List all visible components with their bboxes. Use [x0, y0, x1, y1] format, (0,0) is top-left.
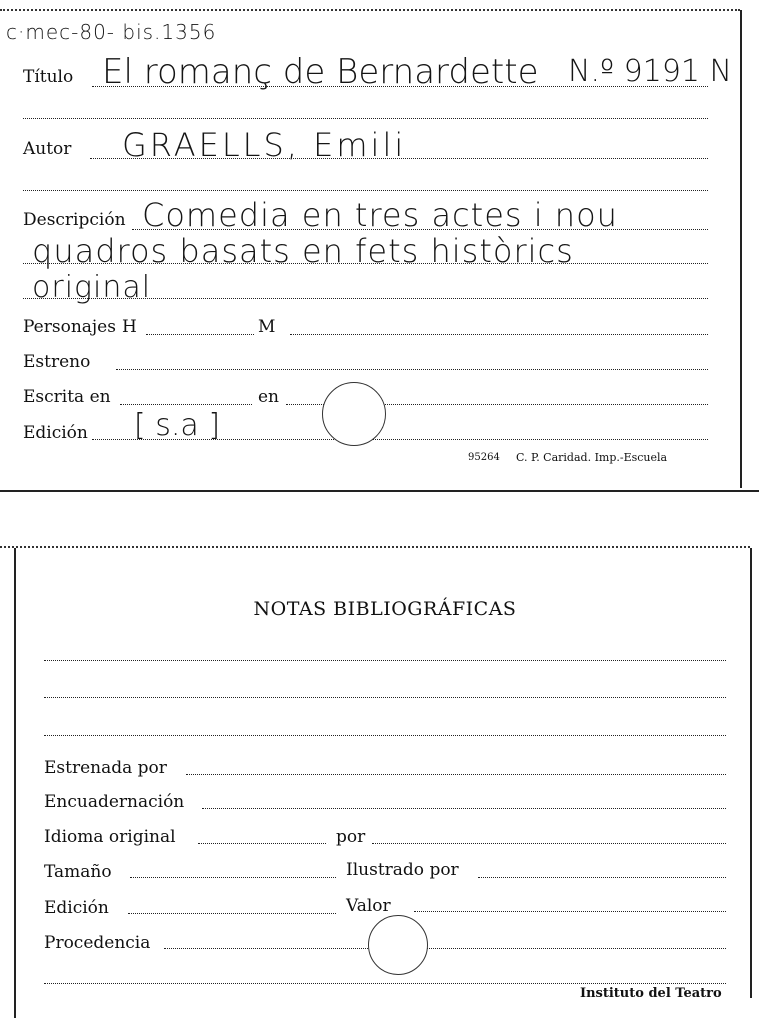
blank-line [44, 735, 726, 736]
escrita-label: Escrita en [23, 387, 111, 407]
procedencia-label: Procedencia [44, 933, 151, 953]
estrenada-line [186, 774, 726, 775]
personajes-m-line [290, 334, 708, 335]
edicion-label: Edición [23, 423, 88, 443]
valor-label: Valor [346, 896, 391, 916]
estreno-line [116, 369, 708, 370]
por-line [372, 843, 726, 844]
tamano-label: Tamaño [44, 862, 112, 882]
titulo-label: Título [23, 67, 74, 87]
printer-code: 95264 [468, 452, 500, 463]
blank-line [23, 190, 708, 191]
estreno-label: Estreno [23, 352, 91, 372]
valor-line [414, 911, 726, 912]
encuadernacion-line [202, 808, 726, 809]
encuadernacion-label: Encuadernación [44, 792, 185, 812]
descripcion-text-3: original [32, 270, 152, 305]
autor-value: GRAELLS, Emili [122, 126, 407, 164]
printer-name: C. P. Caridad. Imp.-Escuela [516, 451, 668, 464]
idioma-line [198, 843, 326, 844]
punch-hole [368, 915, 428, 975]
blank-line [44, 983, 726, 984]
titulo-value: El romanç de Bernardette [102, 52, 539, 92]
ilustrado-line [478, 877, 726, 878]
blank-line [44, 697, 726, 698]
edicion-line [128, 913, 336, 914]
notas-heading: NOTAS BIBLIOGRÁFICAS [253, 598, 517, 620]
escrita-en-label: en [258, 387, 280, 407]
reference-number: c·mec-80- bis.1356 [6, 20, 217, 44]
descripcion-label: Descripción [23, 210, 126, 230]
autor-label: Autor [23, 139, 72, 159]
descripcion-text-1: Comedia en tres actes i nou [142, 196, 618, 234]
estrenada-label: Estrenada por [44, 758, 167, 778]
descripcion-text-2: quadros basats en fets històrics [32, 232, 574, 270]
punch-hole [322, 382, 386, 446]
institute-footer: Instituto del Teatro [580, 986, 722, 1001]
top-edge [0, 9, 740, 11]
escrita-line-1 [120, 404, 252, 405]
por-label: por [336, 827, 366, 847]
edicion-value: [ s.a ] [134, 408, 221, 443]
blank-line [44, 660, 726, 661]
right-edge [740, 10, 742, 488]
personajes-m-label: M [258, 317, 276, 337]
top-edge [0, 546, 750, 548]
personajes-h-label: H [122, 317, 137, 337]
idioma-label: Idioma original [44, 827, 176, 847]
titulo-number: N.º 9191 N [568, 54, 732, 89]
personajes-label: Personajes [23, 317, 116, 337]
personajes-h-line [146, 334, 254, 335]
edicion-label: Edición [44, 898, 109, 918]
blank-line [23, 118, 708, 119]
tamano-line [130, 877, 336, 878]
bottom-edge [0, 490, 759, 492]
ilustrado-label: Ilustrado por [346, 860, 459, 880]
procedencia-line [164, 948, 726, 949]
